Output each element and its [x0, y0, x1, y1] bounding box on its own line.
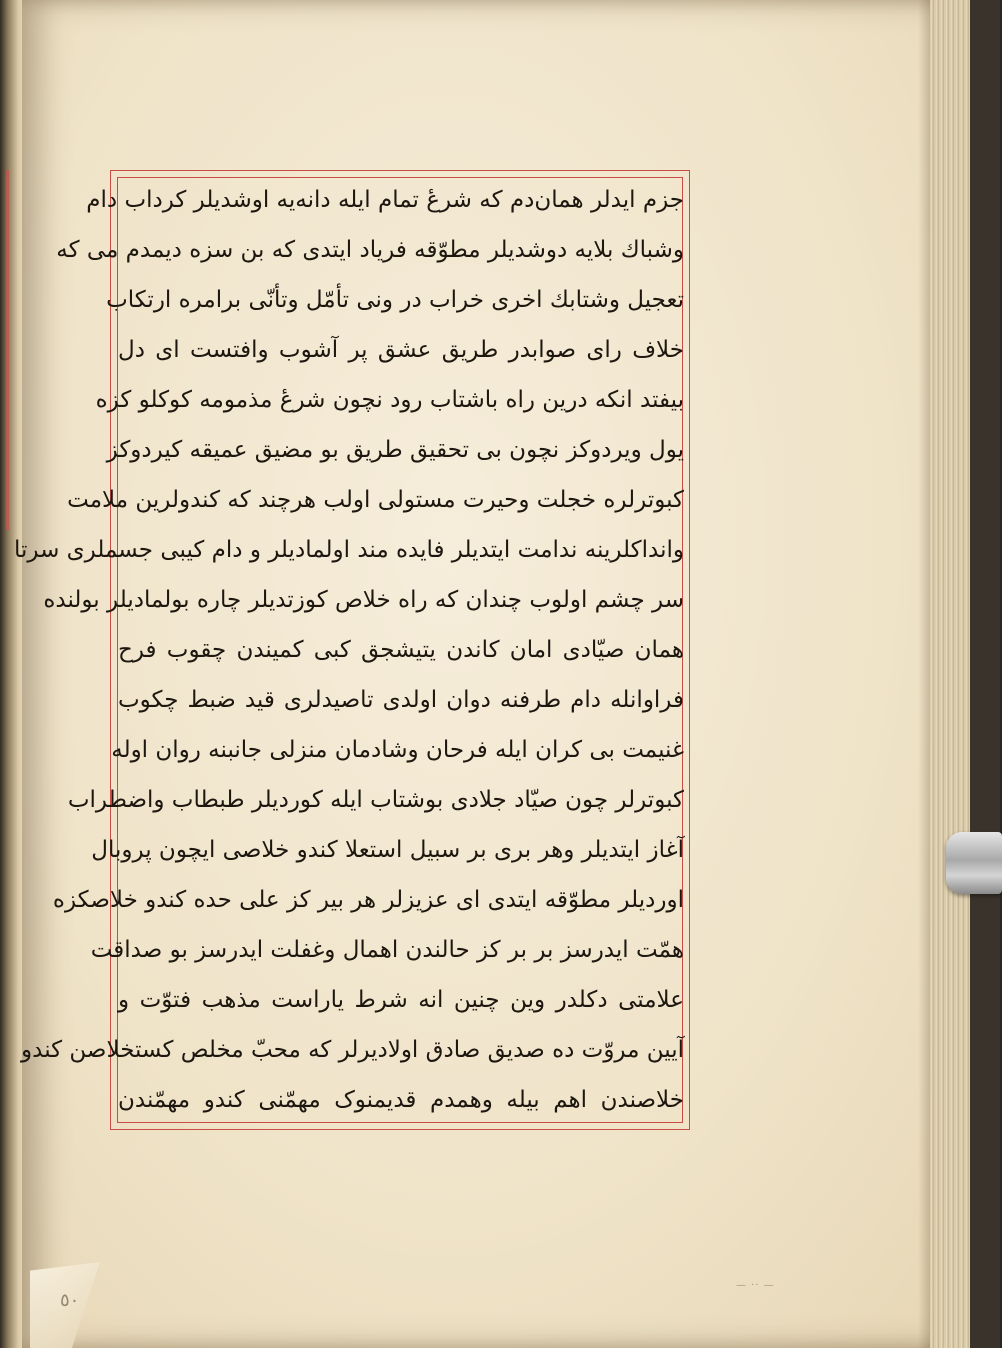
text-line: وانداکلرینه ندامت ایتدیلر فایده مند اولمادیلر و دام کیبی جسملری سرتا — [14, 537, 684, 563]
text-line: فراوانله دام طرفنه دوان اولدی تاصیدلری قید ضبط چکوب — [118, 687, 684, 713]
page-edges — [930, 0, 970, 1348]
text-line: خلاصندن اهم بیله وهمدم قدیمنوک مهمّنی کندو مهمّندن — [118, 1087, 684, 1113]
text-block — [14, 180, 684, 1120]
text-line: سر چشم اولوب چندان که راه خلاص کوزتدیلر چاره بولمادیلر بولنده — [43, 587, 684, 613]
folio-number: ٥٠ — [60, 1290, 80, 1311]
text-line: جزم ایدلر همان‌دم که شرعٔ تمام ایله دانه‌یه اوشدیلر کرداب دام — [86, 187, 684, 213]
text-line: همّت ایدرسز بر بر کز حالندن اهمال وغفلت ایدرسز بو صداقت — [90, 937, 684, 963]
text-line: کبوترلر چون صیّاد جلادی بوشتاب ایله کوردیلر طبطاب واضطراب — [67, 787, 684, 813]
metal-clasp — [946, 832, 1002, 894]
text-line: خلاف رای صوابدر طریق عشق پر آشوب وافتست ای دل — [118, 337, 684, 363]
text-line: تعجیل وشتابك اخری خراب در ونی تأمّل وتأنّی برامره ارتکاب — [106, 287, 684, 313]
previous-page-rule — [6, 170, 9, 530]
text-line: وشباك بلایه دوشدیلر مطوّقه فریاد ایتدی که بن سزه دیمدم می که — [56, 237, 684, 263]
text-line: کبوترلره خجلت وحیرت مستولی اولب هرچند که کندولرین ملامت — [67, 487, 684, 513]
text-line: یول ویردوکز نچون بی تحقیق طریق بو مضیق عمیقه کیردوکز — [106, 437, 684, 463]
text-line: غنیمت بی کران ایله فرحان وشادمان منزلی جانبنه روان اوله — [111, 737, 684, 763]
pencil-note: — ·· — — [736, 1280, 775, 1291]
text-line: اوردیلر مطوّقه ایتدی ای عزیزلر هر بیر کز علی حده کندو خلاصکزه — [52, 887, 684, 913]
text-line: آغاز ایتدیلر وهر بری بر سبیل استعلا کندو خلاصی ایچون پروبال — [91, 837, 684, 863]
text-line: بیفتد انکه درین راه باشتاب رود نچون شرعٔ مذمومه کوکلو کزه — [95, 387, 684, 413]
text-line: آیین مروّت ده صدیق صادق اولادیرلر که محبّ مخلص کستخلاصن کندو — [21, 1037, 684, 1063]
text-line: همان صیّادی امان کاندن یتیشجق کبی کمیندن چقوب فرح — [118, 637, 684, 663]
text-line: علامتی دکلدر وین چنین انه شرط یاراست مذهب فتوّت و — [118, 987, 684, 1013]
